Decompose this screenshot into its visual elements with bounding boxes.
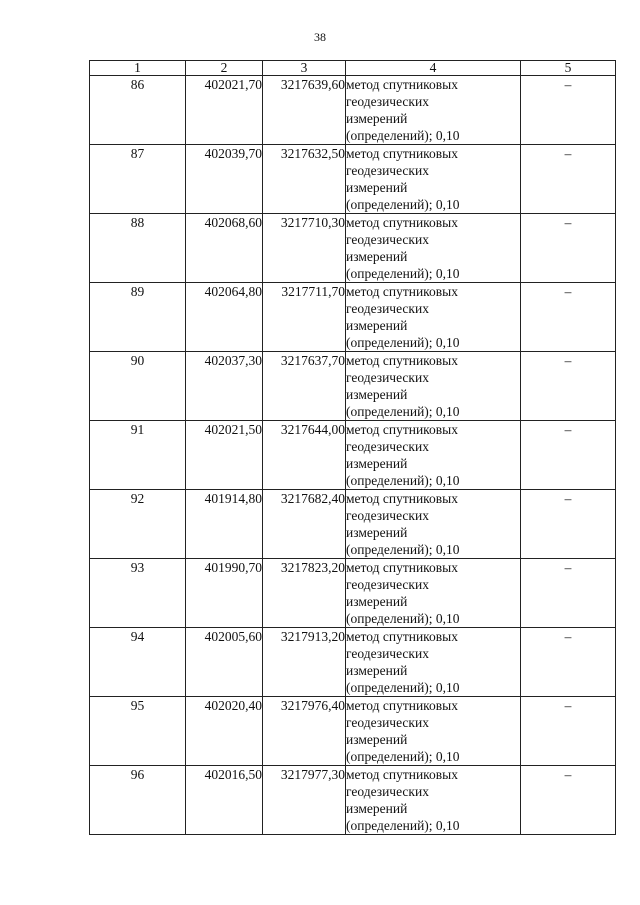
note-cell: – bbox=[521, 214, 616, 283]
note-cell: – bbox=[521, 421, 616, 490]
method-line: (определений); 0,10 bbox=[346, 266, 460, 281]
point-number: 87 bbox=[90, 145, 186, 214]
header-col-4: 4 bbox=[346, 61, 521, 76]
method-line: измерений bbox=[346, 663, 408, 678]
method-line: геодезических bbox=[346, 370, 429, 385]
coordinate-x: 402037,30 bbox=[186, 352, 263, 421]
coordinate-x: 402039,70 bbox=[186, 145, 263, 214]
coordinate-x: 402021,70 bbox=[186, 76, 263, 145]
note-cell: – bbox=[521, 145, 616, 214]
table-row bbox=[90, 421, 616, 490]
method-line: метод спутниковых bbox=[346, 560, 458, 575]
note-cell: – bbox=[521, 766, 616, 835]
table-row bbox=[90, 76, 616, 145]
method-line: метод спутниковых bbox=[346, 629, 458, 644]
method-line: (определений); 0,10 bbox=[346, 680, 460, 695]
point-number: 94 bbox=[90, 628, 186, 697]
method-line: (определений); 0,10 bbox=[346, 335, 460, 350]
method-line: (определений); 0,10 bbox=[346, 404, 460, 419]
table-row bbox=[90, 214, 616, 283]
note-cell: – bbox=[521, 697, 616, 766]
point-number: 89 bbox=[90, 283, 186, 352]
method-line: измерений bbox=[346, 801, 408, 816]
page-number: 38 bbox=[314, 30, 326, 44]
table-row bbox=[90, 559, 616, 628]
header-col-5: 5 bbox=[521, 61, 616, 76]
note-cell: – bbox=[521, 76, 616, 145]
header-col-1: 1 bbox=[90, 61, 186, 76]
method-line: метод спутниковых bbox=[346, 767, 458, 782]
note-cell: – bbox=[521, 352, 616, 421]
point-number: 90 bbox=[90, 352, 186, 421]
coordinate-x: 402016,50 bbox=[186, 766, 263, 835]
method-line: геодезических bbox=[346, 301, 429, 316]
note-cell: – bbox=[521, 628, 616, 697]
method-line: метод спутниковых bbox=[346, 491, 458, 506]
method-line: геодезических bbox=[346, 784, 429, 799]
method-line: измерений bbox=[346, 249, 408, 264]
method-line: метод спутниковых bbox=[346, 698, 458, 713]
method-line: метод спутниковых bbox=[346, 353, 458, 368]
coordinate-y: 3217644,00 bbox=[263, 421, 346, 490]
coordinate-x: 402068,60 bbox=[186, 214, 263, 283]
coordinate-y: 3217632,50 bbox=[263, 145, 346, 214]
method-line: геодезических bbox=[346, 577, 429, 592]
method-cell bbox=[346, 490, 521, 559]
method-line: измерений bbox=[346, 111, 408, 126]
coordinate-y: 3217977,30 bbox=[263, 766, 346, 835]
coordinate-x: 401914,80 bbox=[186, 490, 263, 559]
method-line: метод спутниковых bbox=[346, 146, 458, 161]
point-number: 93 bbox=[90, 559, 186, 628]
method-cell bbox=[346, 145, 521, 214]
method-line: измерений bbox=[346, 732, 408, 747]
header-col-2: 2 bbox=[186, 61, 263, 76]
table-row bbox=[90, 145, 616, 214]
point-number: 91 bbox=[90, 421, 186, 490]
header-col-3: 3 bbox=[263, 61, 346, 76]
method-line: геодезических bbox=[346, 508, 429, 523]
coordinate-x: 402064,80 bbox=[186, 283, 263, 352]
method-line: измерений bbox=[346, 594, 408, 609]
method-line: геодезических bbox=[346, 439, 429, 454]
table-body bbox=[90, 76, 616, 835]
method-line: геодезических bbox=[346, 94, 429, 109]
table-header-row bbox=[90, 61, 616, 76]
method-line: (определений); 0,10 bbox=[346, 473, 460, 488]
method-line: метод спутниковых bbox=[346, 77, 458, 92]
coordinate-x: 401990,70 bbox=[186, 559, 263, 628]
point-number: 88 bbox=[90, 214, 186, 283]
point-number: 86 bbox=[90, 76, 186, 145]
coordinate-y: 3217976,40 bbox=[263, 697, 346, 766]
method-line: (определений); 0,10 bbox=[346, 611, 460, 626]
table-row bbox=[90, 352, 616, 421]
coordinate-x: 402005,60 bbox=[186, 628, 263, 697]
coordinates-table bbox=[89, 60, 616, 835]
note-cell: – bbox=[521, 490, 616, 559]
note-cell: – bbox=[521, 283, 616, 352]
method-line: метод спутниковых bbox=[346, 284, 458, 299]
method-line: измерений bbox=[346, 525, 408, 540]
method-cell bbox=[346, 697, 521, 766]
coordinate-y: 3217710,30 bbox=[263, 214, 346, 283]
table-row bbox=[90, 697, 616, 766]
method-line: измерений bbox=[346, 318, 408, 333]
point-number: 92 bbox=[90, 490, 186, 559]
method-cell bbox=[346, 352, 521, 421]
method-line: (определений); 0,10 bbox=[346, 128, 460, 143]
method-line: геодезических bbox=[346, 646, 429, 661]
table-header bbox=[90, 61, 616, 76]
method-line: (определений); 0,10 bbox=[346, 749, 460, 764]
coordinate-y: 3217682,40 bbox=[263, 490, 346, 559]
coordinate-y: 3217639,60 bbox=[263, 76, 346, 145]
coordinate-x: 402021,50 bbox=[186, 421, 263, 490]
method-line: измерений bbox=[346, 180, 408, 195]
point-number: 96 bbox=[90, 766, 186, 835]
coordinate-y: 3217711,70 bbox=[263, 283, 346, 352]
table-row bbox=[90, 628, 616, 697]
method-line: геодезических bbox=[346, 232, 429, 247]
method-line: геодезических bbox=[346, 715, 429, 730]
coordinate-y: 3217637,70 bbox=[263, 352, 346, 421]
method-line: метод спутниковых bbox=[346, 422, 458, 437]
method-line: (определений); 0,10 bbox=[346, 542, 460, 557]
method-cell bbox=[346, 214, 521, 283]
method-cell bbox=[346, 421, 521, 490]
method-cell bbox=[346, 559, 521, 628]
table-row bbox=[90, 766, 616, 835]
method-cell bbox=[346, 76, 521, 145]
method-cell bbox=[346, 766, 521, 835]
table-row bbox=[90, 283, 616, 352]
coordinate-y: 3217823,20 bbox=[263, 559, 346, 628]
method-cell bbox=[346, 283, 521, 352]
method-line: метод спутниковых bbox=[346, 215, 458, 230]
coordinate-y: 3217913,20 bbox=[263, 628, 346, 697]
method-cell bbox=[346, 628, 521, 697]
method-line: геодезических bbox=[346, 163, 429, 178]
method-line: измерений bbox=[346, 387, 408, 402]
method-line: (определений); 0,10 bbox=[346, 818, 460, 833]
note-cell: – bbox=[521, 559, 616, 628]
method-line: измерений bbox=[346, 456, 408, 471]
table-row bbox=[90, 490, 616, 559]
coordinate-x: 402020,40 bbox=[186, 697, 263, 766]
method-line: (определений); 0,10 bbox=[346, 197, 460, 212]
point-number: 95 bbox=[90, 697, 186, 766]
